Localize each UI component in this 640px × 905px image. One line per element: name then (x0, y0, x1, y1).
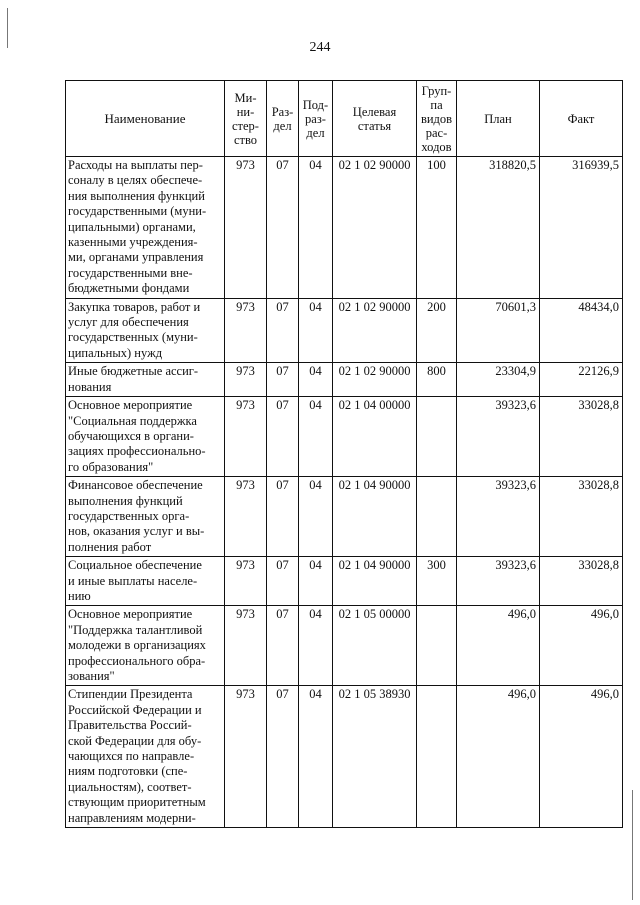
table-row (66, 686, 623, 828)
scan-edge-mark (632, 790, 633, 900)
header-target: Целевая статья (333, 81, 417, 157)
row-name: Социальное обеспечение и иные выплаты населе- нию (66, 557, 225, 606)
row-group: 200 (417, 298, 457, 363)
row-section: 07 (267, 363, 299, 397)
row-subsection: 04 (299, 363, 333, 397)
row-section: 07 (267, 686, 299, 828)
row-section: 07 (267, 157, 299, 299)
table-row (66, 298, 623, 363)
row-subsection: 04 (299, 477, 333, 557)
row-group: 100 (417, 157, 457, 299)
row-section: 07 (267, 557, 299, 606)
row-name: Основное мероприятие "Поддержка талантливой молодежи в организациях профессионального обра- зования" (66, 606, 225, 686)
page-number: 244 (309, 40, 331, 55)
row-subsection: 04 (299, 397, 333, 477)
row-target: 02 1 04 90000 (333, 557, 417, 606)
row-group (417, 397, 457, 477)
header-group: Груп- па видов рас- ходов (417, 81, 457, 157)
row-fact: 22126,9 (540, 363, 623, 397)
row-name: Основное мероприятие "Социальная поддержка обучающихся в органи- зациях профессионально- го образования" (66, 397, 225, 477)
row-plan: 39323,6 (457, 397, 540, 477)
table-row (66, 557, 623, 606)
budget-table-container (65, 80, 622, 828)
row-subsection: 04 (299, 298, 333, 363)
row-name: Иные бюджетные ассиг- нования (66, 363, 225, 397)
row-fact: 33028,8 (540, 477, 623, 557)
row-section: 07 (267, 397, 299, 477)
row-subsection: 04 (299, 557, 333, 606)
table-row (66, 606, 623, 686)
row-name: Стипендии Президента Российской Федерации и Правительства Россий- ской Федерации для обу- чающихся по направле- ниям подготовки (спе- циальностям), соответ- ствующим приоритетным направлениям модерни- (66, 686, 225, 828)
table-row (66, 363, 623, 397)
table-header-row (66, 81, 623, 157)
row-name: Финансовое обеспечение выполнения функций государственных орга- нов, оказания услуг и вы- полнения работ (66, 477, 225, 557)
row-ministry: 973 (225, 606, 267, 686)
header-fact: Факт (540, 81, 623, 157)
row-plan: 70601,3 (457, 298, 540, 363)
row-ministry: 973 (225, 557, 267, 606)
row-ministry: 973 (225, 157, 267, 299)
row-subsection: 04 (299, 606, 333, 686)
row-fact: 496,0 (540, 606, 623, 686)
row-plan: 496,0 (457, 686, 540, 828)
header-ministry: Ми- ни- стер- ство (225, 81, 267, 157)
row-subsection: 04 (299, 157, 333, 299)
row-ministry: 973 (225, 363, 267, 397)
row-target: 02 1 02 90000 (333, 157, 417, 299)
row-section: 07 (267, 606, 299, 686)
row-name: Закупка товаров, работ и услуг для обеспечения государственных (муни- ципальных) нужд (66, 298, 225, 363)
row-target: 02 1 02 90000 (333, 363, 417, 397)
row-group (417, 686, 457, 828)
row-ministry: 973 (225, 477, 267, 557)
row-plan: 23304,9 (457, 363, 540, 397)
row-plan: 496,0 (457, 606, 540, 686)
row-target: 02 1 04 00000 (333, 397, 417, 477)
row-fact: 48434,0 (540, 298, 623, 363)
row-fact: 496,0 (540, 686, 623, 828)
row-ministry: 973 (225, 686, 267, 828)
header-plan: План (457, 81, 540, 157)
header-subsection: Под- раз- дел (299, 81, 333, 157)
table-row (66, 397, 623, 477)
row-section: 07 (267, 477, 299, 557)
row-subsection: 04 (299, 686, 333, 828)
row-target: 02 1 04 90000 (333, 477, 417, 557)
table-row (66, 477, 623, 557)
row-target: 02 1 02 90000 (333, 298, 417, 363)
row-ministry: 973 (225, 298, 267, 363)
row-group: 800 (417, 363, 457, 397)
row-target: 02 1 05 38930 (333, 686, 417, 828)
row-target: 02 1 05 00000 (333, 606, 417, 686)
table-row (66, 157, 623, 299)
row-plan: 39323,6 (457, 477, 540, 557)
budget-table (65, 80, 623, 828)
row-name: Расходы на выплаты пер- соналу в целях обеспече- ния выполнения функций государственными (муни- ципальными) органами, казенными учреждения- ми, органами управления государственными вне- бюджетными фондами (66, 157, 225, 299)
header-name: Наименование (66, 81, 225, 157)
row-ministry: 973 (225, 397, 267, 477)
row-fact: 33028,8 (540, 557, 623, 606)
row-section: 07 (267, 298, 299, 363)
row-fact: 33028,8 (540, 397, 623, 477)
row-fact: 316939,5 (540, 157, 623, 299)
row-group (417, 477, 457, 557)
header-section: Раз- дел (267, 81, 299, 157)
row-plan: 39323,6 (457, 557, 540, 606)
row-group (417, 606, 457, 686)
row-group: 300 (417, 557, 457, 606)
row-plan: 318820,5 (457, 157, 540, 299)
